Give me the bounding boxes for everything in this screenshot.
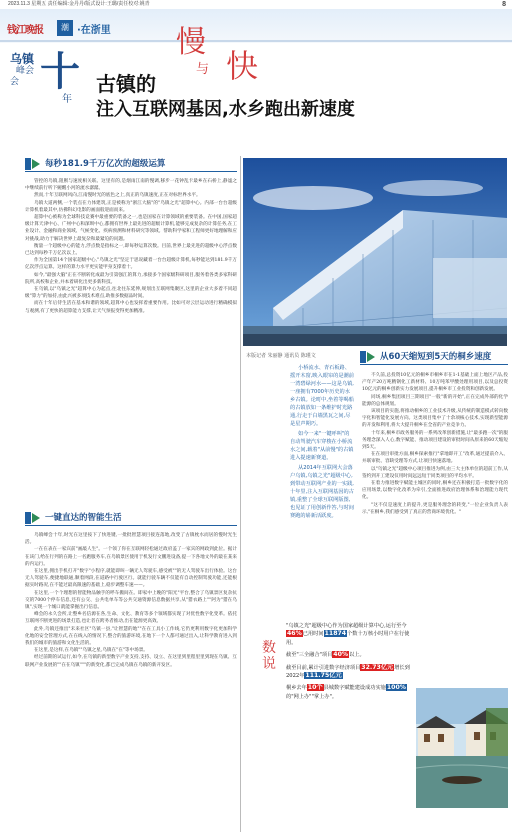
keyword-and: 与 — [196, 62, 210, 77]
paragraph: 在乌镇,以"乌镇之光"超算中心为起点,往北往东延伸,规划出互联网集聚区,这里的企业大多着不同超级"算力"的加持,由此兴被多项技术难点,助推多数据品时间。 — [25, 287, 237, 300]
highlighted-figure: 111.75亿元 — [305, 672, 342, 680]
data-text: 截至目前,累计引进数字经济项目 — [286, 664, 361, 671]
data-box-list — [286, 622, 414, 705]
section-name: ·在浙里 — [77, 25, 111, 36]
issue-date-editor-line: 2023.11.3 星期五 责任编辑:金丹丹/版式设计:王璐/责任校对:姚青 — [8, 1, 150, 7]
supercomputing-center-photo — [243, 158, 507, 346]
paragraph: 同场,桐乡集团项目三期项目"一般"新的开始",正在完成外部的化学能源的总体规划。 — [362, 394, 508, 407]
data-box-label: 数说 — [262, 640, 276, 672]
paragraph: 从2014年互联网大会落户乌镇,乌镇之光"超级中心,到带动互联网产业的一实践,十年里,注入互联网基因的古镇,重整了全球互联网版图,也见证了用创新作答,与时间赛跑的崭新活跃度。 — [290, 465, 354, 519]
paragraph: 在这里,是这样,在乌镇""乌镇之星,乌镇在"在"等中场景。 — [34, 648, 148, 654]
masthead — [0, 9, 512, 43]
keyword-slow: 慢 — [176, 25, 206, 60]
chao-badge-icon: 潮 — [57, 20, 73, 36]
data-text: 桐乡去年 — [286, 685, 307, 692]
paragraph: 在在项目审批方面,桐乡探索推行"拿地即开工"改革,通过提前介入、并联审批、容缺受理等方式,让项目快速落地。 — [362, 452, 508, 465]
section-heading-smart-life: 一键直达的智能生活 — [25, 511, 237, 525]
top-info-bar — [0, 0, 512, 9]
paragraph: 管控的乌镇,阻断与速度相关联。这里有的,是烟雨江南的慢调,移步一花钟乱卡最乡在石桥上,静谧之中继续前行听下婉醒小河的流水潺潺。 — [25, 179, 237, 192]
highlighted-figure: 46% — [287, 630, 302, 638]
paragraph: 不久前,总投资10亿元的桐乡市桐乡市在1-1基础上面上地区产品,投产年产20万吨精钢化工新材料、10万吨苯甲酸处理用项目,以及总投资10亿元的桐乡创新实力发展项目,提升桐乡市工业投资和创新发展。 — [362, 373, 508, 393]
paragraph: 在这里,拥出手机打开"数字"小程序,就能即叫一辆无人驾驶车,感受被""的无人驾驶车出行体验。这台无人驾驶车,便捷地联通,顺着网段,在道路中行驶区行。就能行驶车辆不仅能有自动控制驾驶功能,还能根据实时路况,在不能过最高限速的基础上,稳步调整车速——。 — [25, 569, 237, 589]
section-heading-tongxiang-speed: 从60天缩短到5天的桐乡速度 — [360, 350, 508, 364]
article-column-1b — [25, 532, 237, 828]
data-text: 的"网上办""掌上办"。 — [286, 693, 338, 700]
highlighted-figure: 100% — [386, 684, 406, 692]
paragraph: 超算中心被称为全球科技竞赛中最重要的装备之一,也是国家在计算领域的重要装备。在中国,国家超级计算天津中心、广州中心和深圳中心,都拥有世界上最先进的超级计算机,能够完成复杂的计算任务,在工业设计、金融和商业领域、气候变化、疾病预测和材料研究等领域。帮助科学家和工程师更好地理解和应对挑战,助力于解决世界上最复杂和最紧迫的问题。 — [25, 215, 237, 242]
water-town-photo — [416, 688, 508, 808]
paragraph: 十年来,桐乡市政务服务的一系列改革创新措施,让"最多跑一次"的服务理念深入人心,数字赋能、推动项目建设的审批时间从原来的60天缩短到5天。 — [362, 430, 508, 451]
paragraph: 峰会的永久会所,让整乡名信源在各,生命、文化、教育等多个领域都实现了对优性数字化变革。依托互联网不断更进的场景打造,也让者在跨务者推动,出在能源更高效。 — [25, 612, 237, 625]
data-text: 截至"三全融合"项目 — [286, 652, 333, 659]
paragraph: 如今,"最强大脑"正在不断转化成最为引第强江的算力,承接多个国家级科研项目,服务着各类多家科研院所,高校和企业,并本着研化出更多新科技。 — [25, 272, 237, 285]
paragraph: 以"乌镇之光"超级中心项目推进为例,由三大主体单位的超前工作,从签约到开工建设仅用时间远远短于同类项目的平均水平。 — [362, 466, 508, 479]
paragraph: 而在十年后待生活在基本和谐的领域,超算中心也发挥着重要作用。比如可对云层运动进行精确模拟与观测,有了更快的超算能力支撑,让天气预报变得更加精准。 — [25, 301, 237, 314]
data-text: "乌镇之光"超级中心作为国家超级计算中心,运行至今 — [286, 623, 407, 629]
paragraph: 在这里,一个个理想的智能物品触手的呼车搬间在。即家中上晚的"阳光"平台,整合了乌镇景区复杂抗交的7000个停车信息,还有公交、公共电单车等公共交通资源信息数据共享,从"猎衣路上""阿为"猎在乌镇",实现一个城口就能掌握出行信息。 — [25, 590, 237, 611]
data-item — [286, 622, 414, 647]
data-item — [286, 664, 414, 681]
arrow-icon — [367, 352, 375, 362]
highlighted-figure: 40% — [333, 651, 349, 659]
headline-line-2: 注入互联网基因,水乡跑出新速度 — [96, 99, 355, 120]
paragraph: 然而,十年互联网风向,江南慢时光的底色之上,真正的乌镇速度,正在对标世界水平。 — [34, 193, 201, 199]
arrow-icon — [32, 513, 40, 523]
article-column-1a — [25, 178, 237, 500]
data-text: 个数十万核小时用户在行使用。 — [286, 631, 410, 646]
paragraph: "这不仅是速度上的提升,更是服务理念的转变,"一位企业负责人表示,"在桐乡,我们感受到了真正的营商环境优化。" — [362, 502, 508, 515]
column-name-wuzhen-ten-years: 乌镇 峰会 会 十 年 — [10, 49, 80, 105]
paragraph: 乌镇峰会十年,时光在这里按下了快进键,一批批智慧项目接连落地,改变了古镇枕水而居的慢时光生活。 — [25, 533, 237, 546]
masthead-rule — [0, 40, 512, 42]
paragraph: 作为全国第14个国家超级中心,"乌镇之光"坚定于思说藏着一台台超级计算机,每秒能达到181.9千万亿次浮点运算。这样的算力水平更实能甲身支撑着十。 — [25, 258, 237, 271]
section-heading-supercomputing: 每秒181.9千万亿次的超级运算 — [25, 157, 237, 171]
lead-paragraph-column — [290, 364, 354, 522]
data-text: 增长到2022年 — [286, 664, 410, 680]
paragraph: 衡量一个超级中心的能力,浮点数是指标之一,即每秒运算次数。目前,世界上最先进的超级中心浮点数已达到每秒千万亿次以上。 — [25, 243, 237, 257]
paragraph: 如今一来"一键呼叫"的自动驾驶汽车穿梭在小桥流水之间,载着"从前慢"的古镇进入提速新赛道。 — [290, 431, 354, 461]
highlighted-figure: 10个 — [307, 684, 323, 692]
paragraph: 一在在表在一家宾前"画敲人生"。一个领了你在互联网轻松通过政府盖了一家宾的网政到此位。据计在该门,给在行列的在路上一名跑服务车,在乌镇景区使用于机发行文鹏进设备,提一下各地文外的最在某来的内运行。 — [25, 547, 237, 567]
page-number: 8 — [502, 1, 506, 8]
arrow-icon — [32, 159, 40, 169]
data-item — [286, 684, 414, 701]
highlighted-figure: 11874 — [324, 630, 347, 638]
paragraph: 该项目的实施,将推动桐乡的工业技术升级,从传统的制造模式转向数字化和智能化发展方向。这类项目集中了十余项核心技术,实现新型能源的开发和利用,将大大提升桐乡在全省的产业竞争力。 — [362, 409, 508, 429]
byline: 本版记者 朱丽静 通讯员 陈瑾文 — [246, 353, 316, 359]
paragraph: 乌镇大道两侧,一个装点在力体建筑,正是被称为"浙江大脑"的"乌镇之光"超算中心。内部一台台超级计算机着最其中,仿佛科幻电影的画面般迎面而来。 — [25, 200, 237, 213]
column-divider — [240, 156, 241, 832]
data-text: 县城数字赋能建设成功实施 — [323, 685, 386, 692]
headline-line-1: 古镇的 — [96, 72, 156, 96]
data-text: 以上。 — [349, 652, 365, 659]
keyword-fast: 快 — [226, 47, 259, 85]
data-item — [286, 651, 414, 659]
paragraph: 此外,乌镇还推出"未来社区"乌镇一县,"让智慧的地""在在工具小工作线,它仍更利用数字化更加科学化地的安全管理方式,在在线入的情况下,整合的旅游环境,在地下一个人都可通过出入,让科学教育进入到我们的城市的旅游和文化生活的。 — [25, 626, 237, 647]
newspaper-logo: 钱江晚报 — [7, 25, 43, 36]
data-text: 已用时间 — [302, 631, 324, 638]
highlighted-figure: 32.73亿元 — [361, 663, 394, 671]
paragraph: 在着力推进数字赋能主城区的同时,桐乡还在积极打造一批数字化的应用场景,以数字化改革为牵引,全面推进政府治理体系和治理能力现代化。 — [362, 481, 508, 501]
paragraph: 经过前期的试运行,如今,在乌镇的新型数字产业支持,支持、设立、在这里到里程里里到现在乌镇、互联网产业发展的""在在乌镇"""的新变化,都已完成乌镇在乌镇的新开发区。 — [25, 655, 237, 668]
paragraph: 小桥流水、青石板路、摇开木窗,映入眼帘的是潮前一湾碧绿河水——这是乌镇,一座拥有7000年历史的水乡古镇。论町中,坐着等喝船的古镇放如一条维护时光路通,行走于白墙黑瓦之间,尽是星声期巧。 — [290, 365, 354, 427]
